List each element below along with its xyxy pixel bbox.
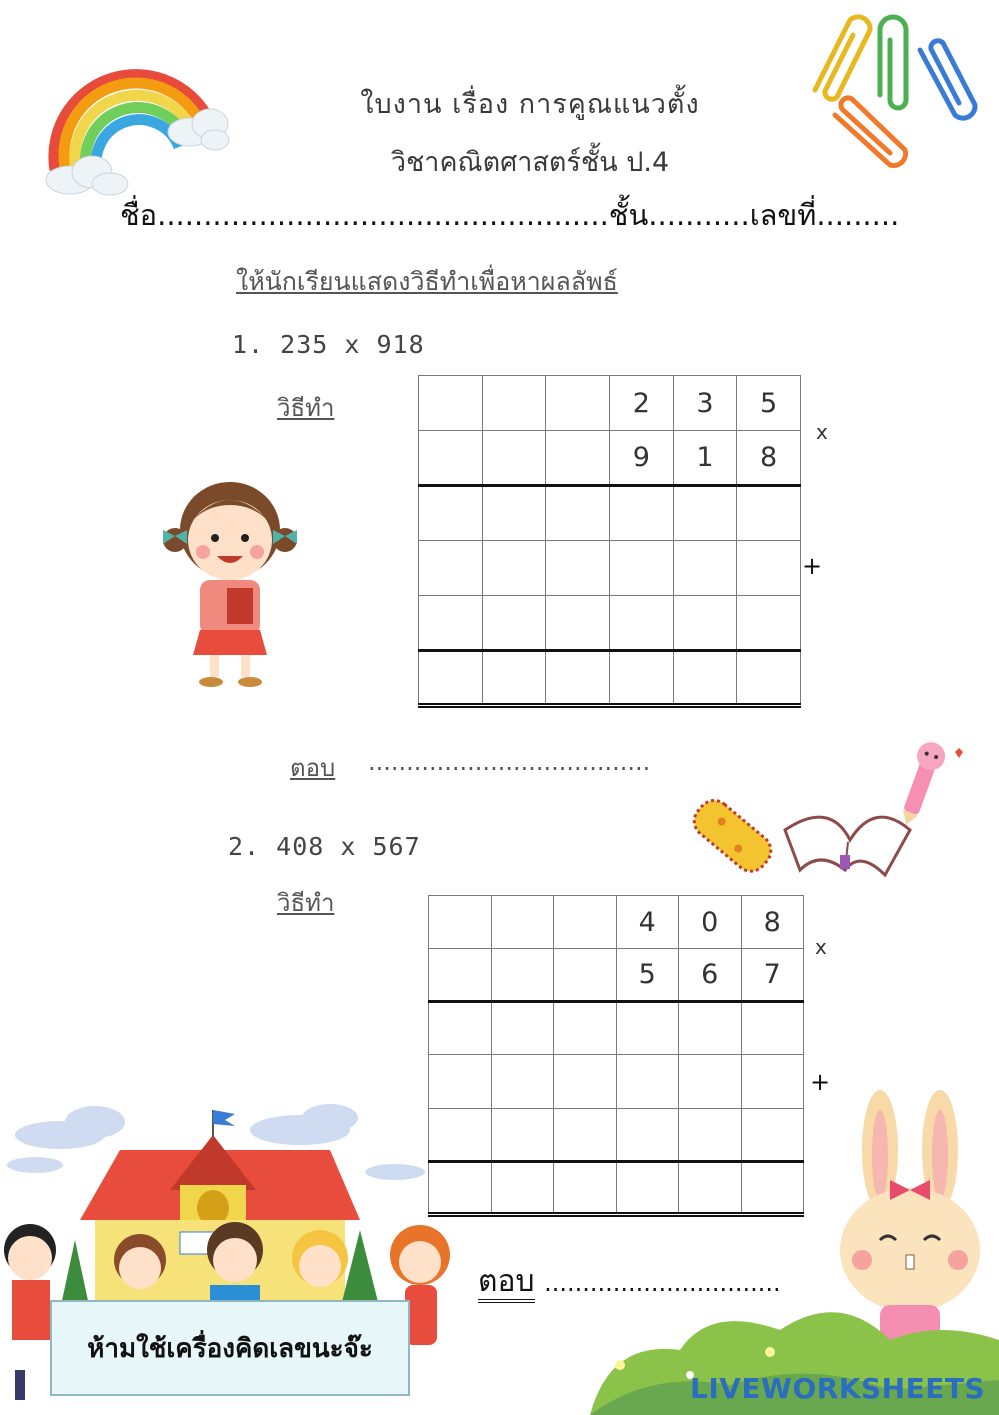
problem-2-method-label: วิธีทำ	[277, 889, 335, 917]
grid2-top-cell: 4	[616, 896, 679, 949]
grid1-multiplier-cell: 8	[737, 431, 801, 486]
grid2-top-cell[interactable]	[429, 896, 492, 949]
grid1-multiplier-cell[interactable]	[419, 431, 483, 486]
grid1-multiplier-cell[interactable]	[482, 431, 546, 486]
girl-with-book-illustration	[155, 470, 305, 690]
worksheet-subtitle: วิชาคณิตศาสตร์ชั้น ป.4	[390, 147, 670, 178]
problem-2-label: 2. 408 x 567	[228, 832, 421, 861]
problem-2-answer	[478, 1258, 781, 1305]
no-calculator-notice: ห้ามใช้เครื่องคิดเลขนะจ๊ะ	[50, 1300, 410, 1396]
grid2-multiplier-cell: 5	[616, 949, 679, 1002]
grid2-work-cell[interactable]	[491, 1002, 554, 1055]
instruction-text: ให้นักเรียนแสดงวิธีทำเพื่อหาผลลัพธ์	[236, 267, 618, 296]
grid1-work-cell[interactable]	[419, 541, 483, 596]
grid2-multiplier-cell: 7	[741, 949, 804, 1002]
grid2-top-cell[interactable]	[554, 896, 617, 949]
grid2-work-cell[interactable]	[429, 1002, 492, 1055]
grid1-result-cell[interactable]	[737, 651, 801, 706]
student-info-line[interactable]: ชื่อ.................................................ชั้น...........เลขที่.........	[120, 198, 900, 232]
grid1-work-cell[interactable]	[482, 596, 546, 651]
grid1-result-cell[interactable]	[609, 651, 673, 706]
grid1-work-cell[interactable]	[609, 541, 673, 596]
problem-2-times-symbol: x	[815, 935, 827, 959]
grid2-multiplier-cell: 6	[679, 949, 742, 1002]
grid2-multiplier-cell[interactable]	[491, 949, 554, 1002]
grid1-work-cell[interactable]	[546, 596, 610, 651]
grid2-top-cell: 0	[679, 896, 742, 949]
liveworksheets-logo: LIVEWORKSHEETS	[690, 1372, 986, 1405]
grid1-work-cell[interactable]	[482, 486, 546, 541]
problem-1-answer-label: ตอบ	[290, 754, 336, 782]
grid2-work-cell[interactable]	[491, 1055, 554, 1108]
grid1-multiplier-cell[interactable]	[546, 431, 610, 486]
grid2-top-cell: 8	[741, 896, 804, 949]
problem-1-label: 1. 235 x 918	[232, 330, 425, 359]
grid1-multiplier-cell: 9	[609, 431, 673, 486]
grid2-multiplier-cell[interactable]	[429, 949, 492, 1002]
school-supplies-illustration	[690, 730, 970, 890]
grid2-work-cell[interactable]	[554, 1002, 617, 1055]
grid1-top-cell: 2	[609, 376, 673, 431]
grid1-multiplier-cell: 1	[673, 431, 737, 486]
grid2-work-cell[interactable]	[616, 1002, 679, 1055]
grid1-top-cell: 5	[737, 376, 801, 431]
grid2-multiplier-cell[interactable]	[554, 949, 617, 1002]
grid1-result-cell[interactable]	[546, 651, 610, 706]
grid1-result-cell[interactable]	[673, 651, 737, 706]
grid1-top-cell[interactable]	[419, 376, 483, 431]
grid1-work-cell[interactable]	[737, 541, 801, 596]
problem-1-plus-symbol: +	[802, 552, 823, 580]
bunny-illustration	[590, 1090, 999, 1415]
grid1-top-cell[interactable]	[546, 376, 610, 431]
grid1-result-cell[interactable]	[419, 651, 483, 706]
grid2-top-cell[interactable]	[491, 896, 554, 949]
worksheet-title: ใบงาน เรื่อง การคูณแนวตั้ง	[360, 89, 700, 120]
grid2-result-cell[interactable]	[491, 1161, 554, 1214]
grid1-work-cell[interactable]	[609, 596, 673, 651]
problem-2-answer-line[interactable]: ...............................	[544, 1269, 781, 1297]
grid2-work-cell[interactable]	[679, 1002, 742, 1055]
grid1-work-cell[interactable]	[482, 541, 546, 596]
grid1-work-cell[interactable]	[609, 486, 673, 541]
grid1-work-cell[interactable]	[419, 596, 483, 651]
problem-1-grid	[418, 375, 801, 708]
problem-1-times-symbol: x	[816, 420, 828, 444]
problem-2-plus-symbol: +	[810, 1068, 831, 1096]
grid1-result-cell[interactable]	[482, 651, 546, 706]
problem-1-method-label: วิธีทำ	[277, 394, 335, 422]
grid2-work-cell[interactable]	[491, 1108, 554, 1161]
grid1-top-cell: 3	[673, 376, 737, 431]
grid1-work-cell[interactable]	[419, 486, 483, 541]
grid1-top-cell[interactable]	[482, 376, 546, 431]
grid1-work-cell[interactable]	[673, 486, 737, 541]
grid1-work-cell[interactable]	[673, 541, 737, 596]
grid2-work-cell[interactable]	[741, 1002, 804, 1055]
grid1-work-cell[interactable]	[737, 596, 801, 651]
grid1-work-cell[interactable]	[673, 596, 737, 651]
problem-2-answer-label: ตอบ	[478, 1264, 535, 1303]
grid1-work-cell[interactable]	[737, 486, 801, 541]
grid1-work-cell[interactable]	[546, 541, 610, 596]
grid1-work-cell[interactable]	[546, 486, 610, 541]
problem-1-answer-line[interactable]: .....................................	[368, 748, 651, 776]
